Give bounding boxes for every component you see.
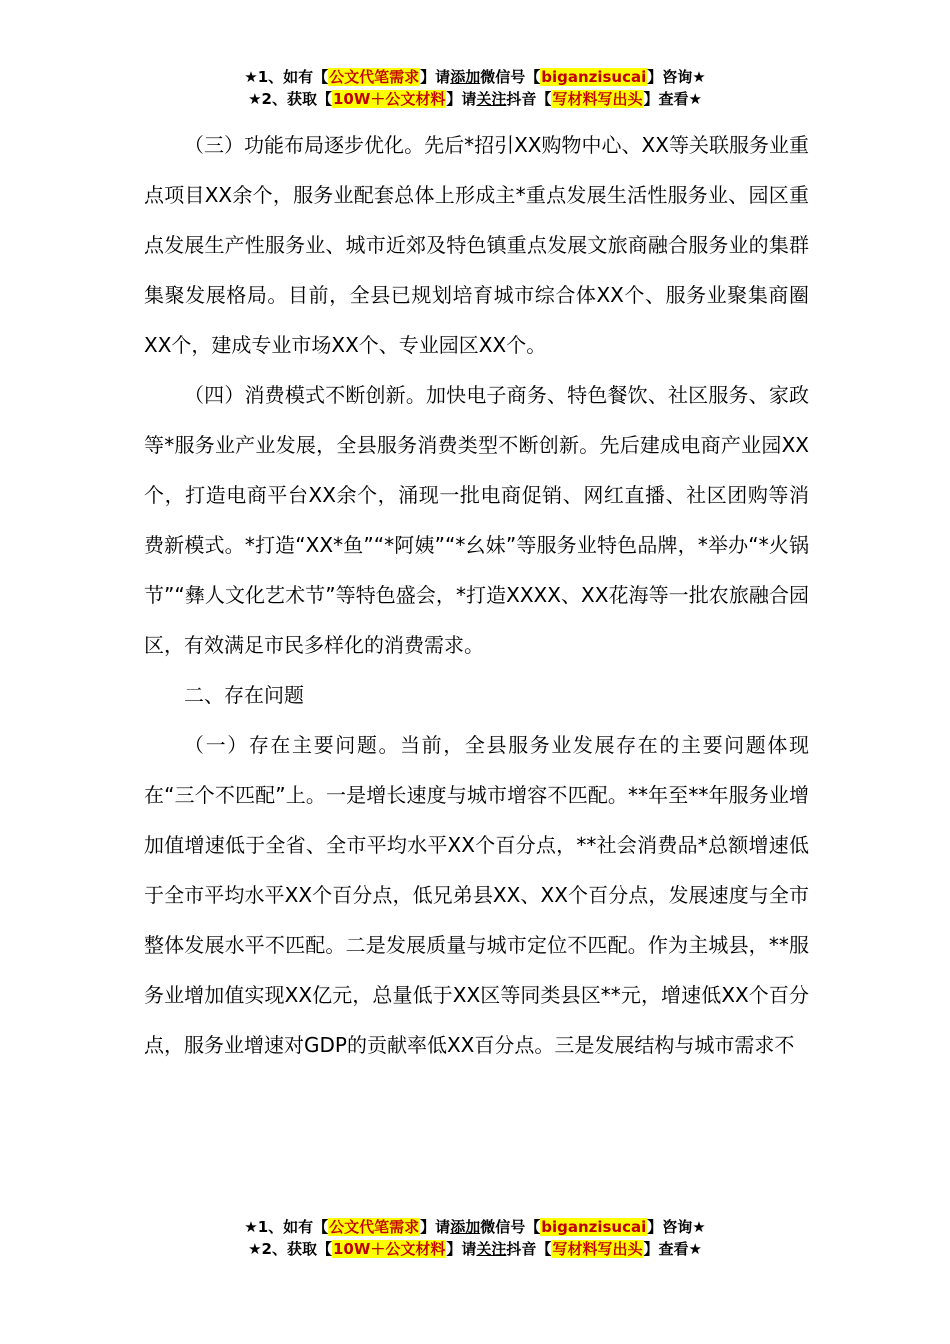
banner-text: 抖音【 (506, 90, 552, 108)
banner-line-2 (0, 1238, 950, 1260)
underlined-text: 添加 (450, 68, 481, 86)
banner-text: ★1、如有【 (244, 68, 329, 86)
banner-text: ★2、获取【 (248, 90, 332, 108)
banner-text: 】请 (446, 90, 477, 108)
wechat-id-highlight: biganzisucai (541, 1218, 647, 1236)
highlight-badge: 10W＋公文材料 (332, 90, 446, 108)
highlight-badge: 10W＋公文材料 (332, 1240, 446, 1258)
banner-text: 微信号【 (480, 1218, 541, 1236)
underlined-text: 关注 (476, 1240, 507, 1258)
highlight-badge: 公文代笔需求 (329, 68, 420, 86)
footer-banner (0, 1216, 950, 1260)
banner-text: 微信号【 (480, 68, 541, 86)
paragraph: （一）存在主要问题。当前，全县服务业发展存在的主要问题体现在“三个不匹配”上。一是增长速度与城市增容不匹配。**年至**年服务业增加值增速低于全省、全市平均水平XX个百分点，**社会消费品*总额增速低于全市平均水平XX个百分点，低兄弟县XX、XX个百分点，发展速度与全市整体发展水平不匹配。二是发展质量与城市定位不匹配。作为主城县，**服务业增加值实现XX亿元，总量低于XX区等同类县区**元，增速低XX个百分点，服务业增速对GDP的贡献率低XX百分点。三是发展结构与城市需求不 (144, 733, 809, 1057)
document-body (144, 120, 809, 1070)
banner-line-2 (0, 88, 950, 110)
banner-text: ★1、如有【 (244, 1218, 329, 1236)
douyin-highlight: 写材料写出头 (552, 90, 643, 108)
wechat-id-highlight: biganzisucai (541, 68, 647, 86)
banner-text: 】请 (446, 1240, 477, 1258)
section-heading: 二、存在问题 (184, 683, 304, 707)
banner-text: 】查看★ (643, 90, 702, 108)
banner-line-1 (0, 66, 950, 88)
banner-text: 】请 (420, 68, 451, 86)
banner-text: 】咨询★ (647, 68, 706, 86)
banner-text: 】查看★ (643, 1240, 702, 1258)
banner-line-1 (0, 1216, 950, 1238)
douyin-highlight: 写材料写出头 (552, 1240, 643, 1258)
underlined-text: 关注 (476, 90, 507, 108)
highlight-badge: 公文代笔需求 (329, 1218, 420, 1236)
header-banner (0, 66, 950, 110)
banner-text: ★2、获取【 (248, 1240, 332, 1258)
banner-text: 抖音【 (506, 1240, 552, 1258)
paragraph: （四）消费模式不断创新。加快电子商务、特色餐饮、社区服务、家政等*服务业产业发展，全县服务消费类型不断创新。先后建成电商产业园XX个，打造电商平台XX余个，涌现一批电商促销、网红直播、社区团购等消费新模式。*打造“XX*鱼”“*阿姨”“*幺妹”等服务业特色品牌，*举办“*火锅节”“彝人文化艺术节”等特色盛会，*打造XXXX、XX花海等一批农旅融合园区，有效满足市民多样化的消费需求。 (144, 383, 809, 657)
banner-text: 】咨询★ (647, 1218, 706, 1236)
underlined-text: 添加 (450, 1218, 481, 1236)
banner-text: 】请 (420, 1218, 451, 1236)
paragraph: （三）功能布局逐步优化。先后*招引XX购物中心、XX等关联服务业重点项目XX余个，服务业配套总体上形成主*重点发展生活性服务业、园区重点发展生产性服务业、城市近郊及特色镇重点发展文旅商融合服务业的集群集聚发展格局。目前，全县已规划培育城市综合体XX个、服务业聚集商圈XX个，建成专业市场XX个、专业园区XX个。 (144, 133, 809, 357)
